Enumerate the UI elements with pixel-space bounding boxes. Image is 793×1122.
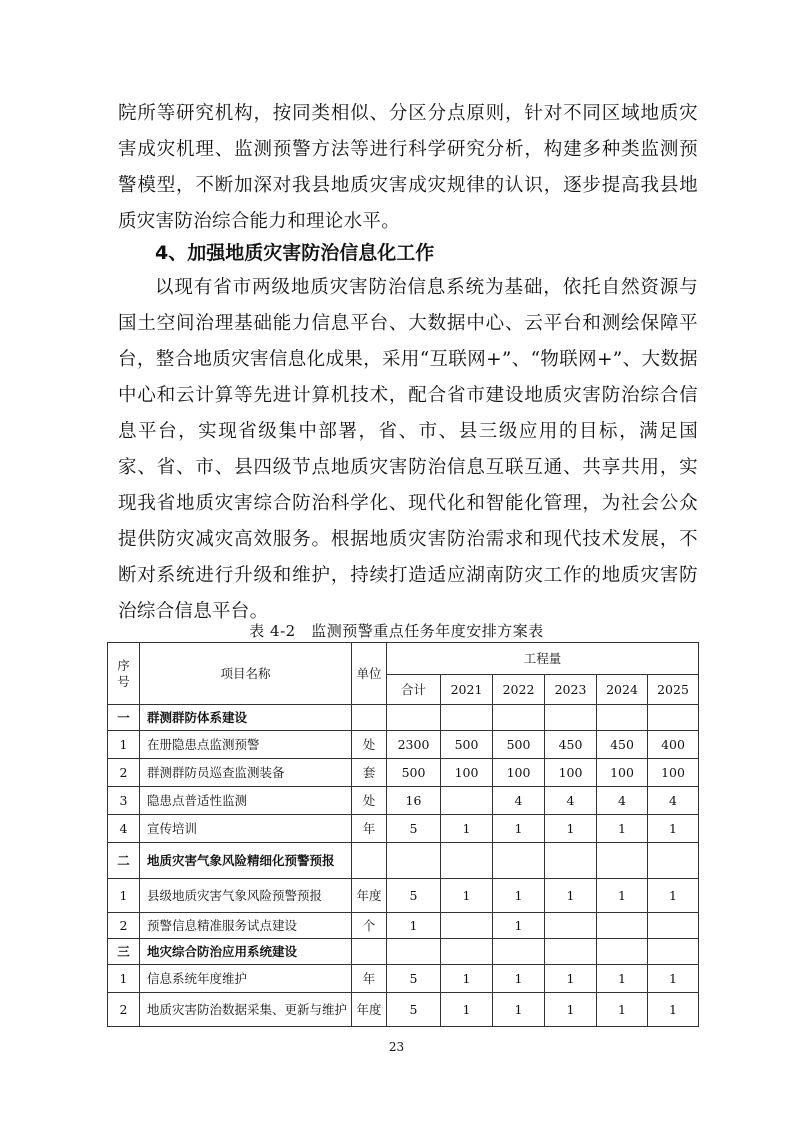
value-year: 1 (648, 965, 699, 993)
value-year: 500 (441, 731, 493, 759)
table-row (108, 787, 699, 815)
empty-cell (545, 843, 597, 879)
item-name: 地质灾害防治数据采集、更新与维护 (140, 993, 352, 1027)
item-unit: 年度 (352, 879, 387, 913)
item-unit: 处 (352, 731, 387, 759)
row-number: 1 (108, 965, 140, 993)
value-year: 450 (597, 731, 648, 759)
item-unit: 年 (352, 815, 387, 843)
empty-cell (493, 843, 545, 879)
empty-cell (387, 939, 441, 965)
value-year (441, 787, 493, 815)
value-year: 1 (597, 965, 648, 993)
section-title: 地质灾害气象风险精细化预警预报 (140, 843, 352, 879)
item-name: 宣传培训 (140, 815, 352, 843)
table-row (108, 731, 699, 759)
table-row (108, 815, 699, 843)
value-year: 100 (441, 759, 493, 787)
empty-cell (597, 939, 648, 965)
header-col-total: 合计 (387, 675, 441, 705)
item-unit: 年 (352, 965, 387, 993)
value-year: 1 (493, 879, 545, 913)
value-year: 500 (493, 731, 545, 759)
header-col-2021: 2021 (441, 675, 493, 705)
body-paragraph: 以现有省市两级地质灾害防治信息系统为基础，依托自然资源与国土空间治理基础能力信息平台、大数据中心、云平台和测绘保障平台，整合地质灾害信息化成果，采用“互联网+”、“物联网+”、大数据中心和云计算等先进计算机技术，配合省市建设地质灾害防治综合信息平台，实现省级集中部署，省、市、县三级应用的目标，满足国家、省、市、县四级节点地质灾害防治信息互联互通、共享共用，实现我省地质灾害综合防治科学化、现代化和智能化管理，为社会公众提供防灾减灾高效服务。根据地质灾害防治需求和现代技术发展，不断对系统进行升级和维护，持续打造适应湖南防灾工作的地质灾害防治综合信息平台。 (118, 277, 698, 622)
row-number: 2 (108, 913, 140, 939)
row-number: 2 (108, 993, 140, 1027)
value-total: 5 (387, 879, 441, 913)
value-year: 400 (648, 731, 699, 759)
value-year: 1 (493, 815, 545, 843)
value-total: 5 (387, 993, 441, 1027)
item-name: 信息系统年度维护 (140, 965, 352, 993)
header-quantity: 工程量 (387, 643, 699, 675)
section-title: 地灾综合防治应用系统建设 (140, 939, 352, 965)
empty-cell (648, 705, 699, 731)
value-year: 4 (545, 787, 597, 815)
value-year: 1 (441, 815, 493, 843)
table-caption: 表 4-2 监测预警重点任务年度安排方案表 (249, 622, 544, 640)
value-year: 1 (441, 879, 493, 913)
header-col-2023: 2023 (545, 675, 597, 705)
value-year: 1 (648, 815, 699, 843)
value-year: 100 (545, 759, 597, 787)
table-row (108, 913, 699, 939)
section-number: 二 (108, 843, 140, 879)
row-number: 1 (108, 879, 140, 913)
value-year: 4 (493, 787, 545, 815)
item-unit: 套 (352, 759, 387, 787)
value-year: 100 (648, 759, 699, 787)
row-number: 2 (108, 759, 140, 787)
value-year: 1 (493, 965, 545, 993)
table-row (108, 965, 699, 993)
value-year (648, 913, 699, 939)
section-heading: 4、加强地质灾害防治信息化工作 (155, 242, 435, 264)
page-number: 23 (388, 1040, 405, 1054)
empty-cell (597, 705, 648, 731)
item-name: 群测群防员巡查监测装备 (140, 759, 352, 787)
section-row (108, 843, 699, 879)
item-name: 在册隐患点监测预警 (140, 731, 352, 759)
value-year: 1 (545, 815, 597, 843)
row-number: 3 (108, 787, 140, 815)
item-name: 预警信息精准服务试点建设 (140, 913, 352, 939)
header-name: 项目名称 (140, 643, 352, 705)
row-number: 4 (108, 815, 140, 843)
header-seq: 序号 (108, 643, 140, 705)
section-number: 三 (108, 939, 140, 965)
empty-cell (493, 705, 545, 731)
empty-cell (352, 939, 387, 965)
value-total: 500 (387, 759, 441, 787)
intro-paragraph: 院所等研究机构，按同类相似、分区分点原则，针对不同区域地质灾害成灾机理、监测预警方法等进行科学研究分析，构建多种类监测预警模型，不断加深对我县地质灾害成灾规律的认识，逐步提高我县地质灾害防治综合能力和理论水平。 (118, 103, 698, 232)
item-unit: 个 (352, 913, 387, 939)
empty-cell (441, 843, 493, 879)
header-col-2022: 2022 (493, 675, 545, 705)
item-unit: 年度 (352, 993, 387, 1027)
value-year: 100 (493, 759, 545, 787)
empty-cell (545, 939, 597, 965)
empty-cell (441, 939, 493, 965)
value-total: 16 (387, 787, 441, 815)
table-row (108, 759, 699, 787)
value-total: 5 (387, 965, 441, 993)
value-year: 1 (545, 879, 597, 913)
table-row (108, 879, 699, 913)
value-year: 1 (441, 993, 493, 1027)
empty-cell (648, 843, 699, 879)
empty-cell (648, 939, 699, 965)
empty-cell (387, 843, 441, 879)
value-year: 1 (545, 993, 597, 1027)
item-unit: 处 (352, 787, 387, 815)
value-year: 1 (493, 913, 545, 939)
value-year: 450 (545, 731, 597, 759)
value-year: 1 (493, 993, 545, 1027)
row-number: 1 (108, 731, 140, 759)
value-year: 1 (441, 965, 493, 993)
value-total: 5 (387, 815, 441, 843)
value-year: 4 (597, 787, 648, 815)
header-col-2025: 2025 (648, 675, 699, 705)
item-name: 隐患点普适性监测 (140, 787, 352, 815)
value-year: 1 (648, 879, 699, 913)
value-year: 1 (597, 879, 648, 913)
value-year: 100 (597, 759, 648, 787)
section-row (108, 939, 699, 965)
header-unit: 单位 (352, 643, 387, 705)
section-title: 群测群防体系建设 (140, 705, 352, 731)
empty-cell (352, 843, 387, 879)
value-year: 1 (597, 993, 648, 1027)
value-year (597, 913, 648, 939)
empty-cell (545, 705, 597, 731)
item-name: 县级地质灾害气象风险预警预报 (140, 879, 352, 913)
value-year: 4 (648, 787, 699, 815)
value-total: 1 (387, 913, 441, 939)
value-year: 1 (545, 965, 597, 993)
empty-cell (493, 939, 545, 965)
value-year (545, 913, 597, 939)
value-year: 1 (597, 815, 648, 843)
section-row (108, 705, 699, 731)
empty-cell (352, 705, 387, 731)
empty-cell (387, 705, 441, 731)
value-year (441, 913, 493, 939)
empty-cell (441, 705, 493, 731)
value-year: 1 (648, 993, 699, 1027)
table-row (108, 993, 699, 1027)
empty-cell (597, 843, 648, 879)
task-schedule-table (107, 642, 699, 1027)
value-total: 2300 (387, 731, 441, 759)
section-number: 一 (108, 705, 140, 731)
header-col-2024: 2024 (597, 675, 648, 705)
